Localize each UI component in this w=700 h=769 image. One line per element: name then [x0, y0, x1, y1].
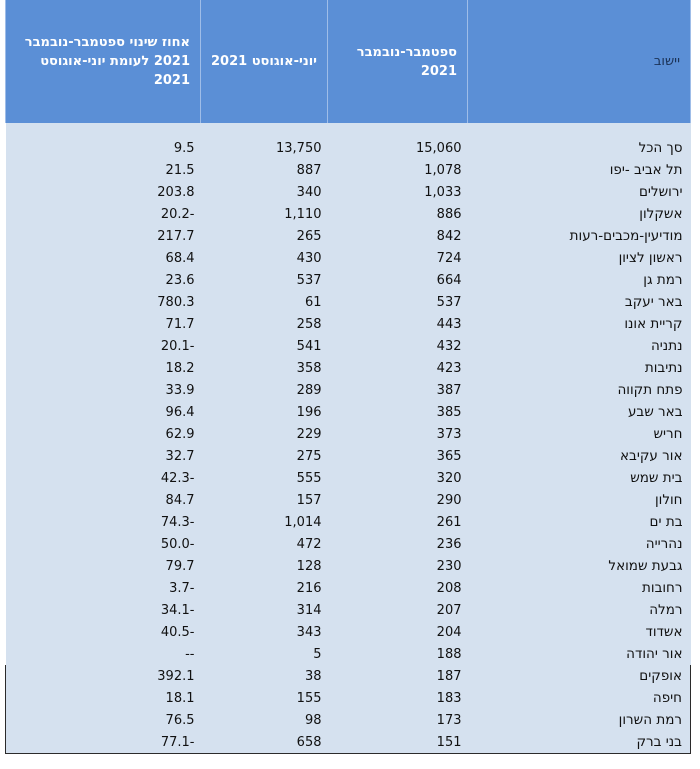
- cell-sep-nov: 373: [328, 423, 468, 445]
- cell-pct-change: 42.3-: [6, 467, 201, 489]
- cell-pct-change: 217.7: [6, 225, 201, 247]
- cell-jun-aug: 98: [201, 709, 328, 731]
- table-row: [6, 357, 691, 379]
- cell-jun-aug: 265: [201, 225, 328, 247]
- cell-sep-nov: 365: [328, 445, 468, 467]
- cell-pct-change: 84.7: [6, 489, 201, 511]
- header-pct-change: אחוז שינוי ספטמבר-נובמבר 2021 לעומת יוני-אוגוסט 2021: [6, 0, 201, 123]
- cell-city: בת ים: [468, 511, 691, 533]
- cell-sep-nov: 15,060: [328, 137, 468, 159]
- cell-pct-change: 18.1: [6, 687, 201, 709]
- cell-city: קריית אונו: [468, 313, 691, 335]
- cell-city: נתניה: [468, 335, 691, 357]
- table-row: [6, 401, 691, 423]
- cell-jun-aug: 155: [201, 687, 328, 709]
- cell-city: חריש: [468, 423, 691, 445]
- cell-sep-nov: 188: [328, 643, 468, 665]
- cell-pct-change: 203.8: [6, 181, 201, 203]
- cell-jun-aug: 258: [201, 313, 328, 335]
- cell-jun-aug: 128: [201, 555, 328, 577]
- cell-jun-aug: 61: [201, 291, 328, 313]
- cell-pct-change: 780.3: [6, 291, 201, 313]
- table-row: [6, 269, 691, 291]
- cell-city: תל אביב -יפו: [468, 159, 691, 181]
- cell-jun-aug: 216: [201, 577, 328, 599]
- cell-pct-change: 40.5-: [6, 621, 201, 643]
- cell-pct-change: --: [6, 643, 201, 665]
- cell-sep-nov: 423: [328, 357, 468, 379]
- cell-city: סך הכל: [468, 137, 691, 159]
- cell-sep-nov: 187: [328, 665, 468, 687]
- cell-sep-nov: 261: [328, 511, 468, 533]
- table-row: [6, 379, 691, 401]
- cell-jun-aug: 289: [201, 379, 328, 401]
- cell-city: אופקים: [468, 665, 691, 687]
- table-row: [6, 709, 691, 731]
- cell-jun-aug: 537: [201, 269, 328, 291]
- table-row: [6, 335, 691, 357]
- table-row: [6, 423, 691, 445]
- cell-city: ראשון לציון: [468, 247, 691, 269]
- cell-sep-nov: 387: [328, 379, 468, 401]
- cell-jun-aug: 196: [201, 401, 328, 423]
- cell-jun-aug: 5: [201, 643, 328, 665]
- cell-sep-nov: 1,033: [328, 181, 468, 203]
- cell-jun-aug: 38: [201, 665, 328, 687]
- cell-sep-nov: 204: [328, 621, 468, 643]
- table-row: [6, 533, 691, 555]
- cell-city: באר יעקב: [468, 291, 691, 313]
- cell-sep-nov: 432: [328, 335, 468, 357]
- header-sep-nov: ספטמבר-נובמבר 2021: [328, 0, 468, 123]
- table-header-row: [6, 0, 691, 123]
- cell-sep-nov: 724: [328, 247, 468, 269]
- cell-sep-nov: 1,078: [328, 159, 468, 181]
- table-row: [6, 313, 691, 335]
- cell-sep-nov: 173: [328, 709, 468, 731]
- table-row: [6, 687, 691, 709]
- table-row: [6, 445, 691, 467]
- table-row: [6, 731, 691, 754]
- table-row: [6, 203, 691, 225]
- cell-pct-change: 71.7: [6, 313, 201, 335]
- cell-jun-aug: 343: [201, 621, 328, 643]
- table-row: [6, 467, 691, 489]
- cell-pct-change: 68.4: [6, 247, 201, 269]
- cell-city: אור עקיבא: [468, 445, 691, 467]
- cell-sep-nov: 151: [328, 731, 468, 754]
- cell-city: ירושלים: [468, 181, 691, 203]
- table-row: [6, 159, 691, 181]
- cell-pct-change: 76.5: [6, 709, 201, 731]
- table-row: [6, 137, 691, 159]
- cell-city: חיפה: [468, 687, 691, 709]
- table-row: [6, 621, 691, 643]
- cell-sep-nov: 320: [328, 467, 468, 489]
- cell-sep-nov: 230: [328, 555, 468, 577]
- cell-pct-change: 74.3-: [6, 511, 201, 533]
- cell-city: רמת גן: [468, 269, 691, 291]
- cell-city: מודיעין-מכבים-רעות: [468, 225, 691, 247]
- header-city: יישוב: [468, 0, 691, 123]
- cell-city: חולון: [468, 489, 691, 511]
- table-body: [6, 123, 691, 754]
- cell-city: נהרייה: [468, 533, 691, 555]
- cell-jun-aug: 1,014: [201, 511, 328, 533]
- cell-city: אור יהודה: [468, 643, 691, 665]
- cell-city: גבעת שמואל: [468, 555, 691, 577]
- cell-city: פתח תקווה: [468, 379, 691, 401]
- cell-jun-aug: 340: [201, 181, 328, 203]
- cell-jun-aug: 1,110: [201, 203, 328, 225]
- city-stats-table: [5, 0, 691, 754]
- table-row: [6, 555, 691, 577]
- table-row: [6, 247, 691, 269]
- table-row: [6, 511, 691, 533]
- cell-jun-aug: 555: [201, 467, 328, 489]
- cell-pct-change: 3.7-: [6, 577, 201, 599]
- cell-jun-aug: 157: [201, 489, 328, 511]
- cell-jun-aug: 358: [201, 357, 328, 379]
- cell-jun-aug: 314: [201, 599, 328, 621]
- cell-sep-nov: 208: [328, 577, 468, 599]
- cell-city: רחובות: [468, 577, 691, 599]
- cell-pct-change: 20.1-: [6, 335, 201, 357]
- cell-sep-nov: 236: [328, 533, 468, 555]
- cell-pct-change: 392.1: [6, 665, 201, 687]
- table-row: [6, 181, 691, 203]
- table-row: [6, 599, 691, 621]
- cell-pct-change: 96.4: [6, 401, 201, 423]
- cell-pct-change: 79.7: [6, 555, 201, 577]
- spacer-cell: [6, 123, 691, 137]
- cell-sep-nov: 290: [328, 489, 468, 511]
- cell-pct-change: 77.1-: [6, 731, 201, 754]
- cell-sep-nov: 385: [328, 401, 468, 423]
- cell-pct-change: 62.9: [6, 423, 201, 445]
- cell-city: רמלה: [468, 599, 691, 621]
- cell-pct-change: 9.5: [6, 137, 201, 159]
- table-row: [6, 291, 691, 313]
- table-row: [6, 665, 691, 687]
- cell-city: רמת השרון: [468, 709, 691, 731]
- cell-pct-change: 50.0-: [6, 533, 201, 555]
- cell-sep-nov: 183: [328, 687, 468, 709]
- cell-jun-aug: 275: [201, 445, 328, 467]
- cell-sep-nov: 537: [328, 291, 468, 313]
- cell-sep-nov: 207: [328, 599, 468, 621]
- cell-city: באר שבע: [468, 401, 691, 423]
- cell-city: אשקלון: [468, 203, 691, 225]
- data-table-container: [5, 0, 695, 754]
- cell-pct-change: 20.2-: [6, 203, 201, 225]
- cell-sep-nov: 443: [328, 313, 468, 335]
- cell-city: בית שמש: [468, 467, 691, 489]
- header-jun-aug: יוני-אוגוסט 2021: [201, 0, 328, 123]
- cell-city: אשדוד: [468, 621, 691, 643]
- header-spacer-row: [6, 123, 691, 137]
- table-row: [6, 489, 691, 511]
- cell-jun-aug: 229: [201, 423, 328, 445]
- cell-jun-aug: 13,750: [201, 137, 328, 159]
- cell-jun-aug: 541: [201, 335, 328, 357]
- cell-sep-nov: 886: [328, 203, 468, 225]
- table-row: [6, 643, 691, 665]
- cell-sep-nov: 664: [328, 269, 468, 291]
- cell-jun-aug: 472: [201, 533, 328, 555]
- cell-city: בני ברק: [468, 731, 691, 754]
- table-row: [6, 225, 691, 247]
- cell-pct-change: 32.7: [6, 445, 201, 467]
- cell-jun-aug: 887: [201, 159, 328, 181]
- cell-pct-change: 33.9: [6, 379, 201, 401]
- cell-city: נתיבות: [468, 357, 691, 379]
- cell-pct-change: 21.5: [6, 159, 201, 181]
- cell-jun-aug: 658: [201, 731, 328, 754]
- cell-pct-change: 18.2: [6, 357, 201, 379]
- cell-pct-change: 34.1-: [6, 599, 201, 621]
- cell-sep-nov: 842: [328, 225, 468, 247]
- cell-jun-aug: 430: [201, 247, 328, 269]
- table-row: [6, 577, 691, 599]
- cell-pct-change: 23.6: [6, 269, 201, 291]
